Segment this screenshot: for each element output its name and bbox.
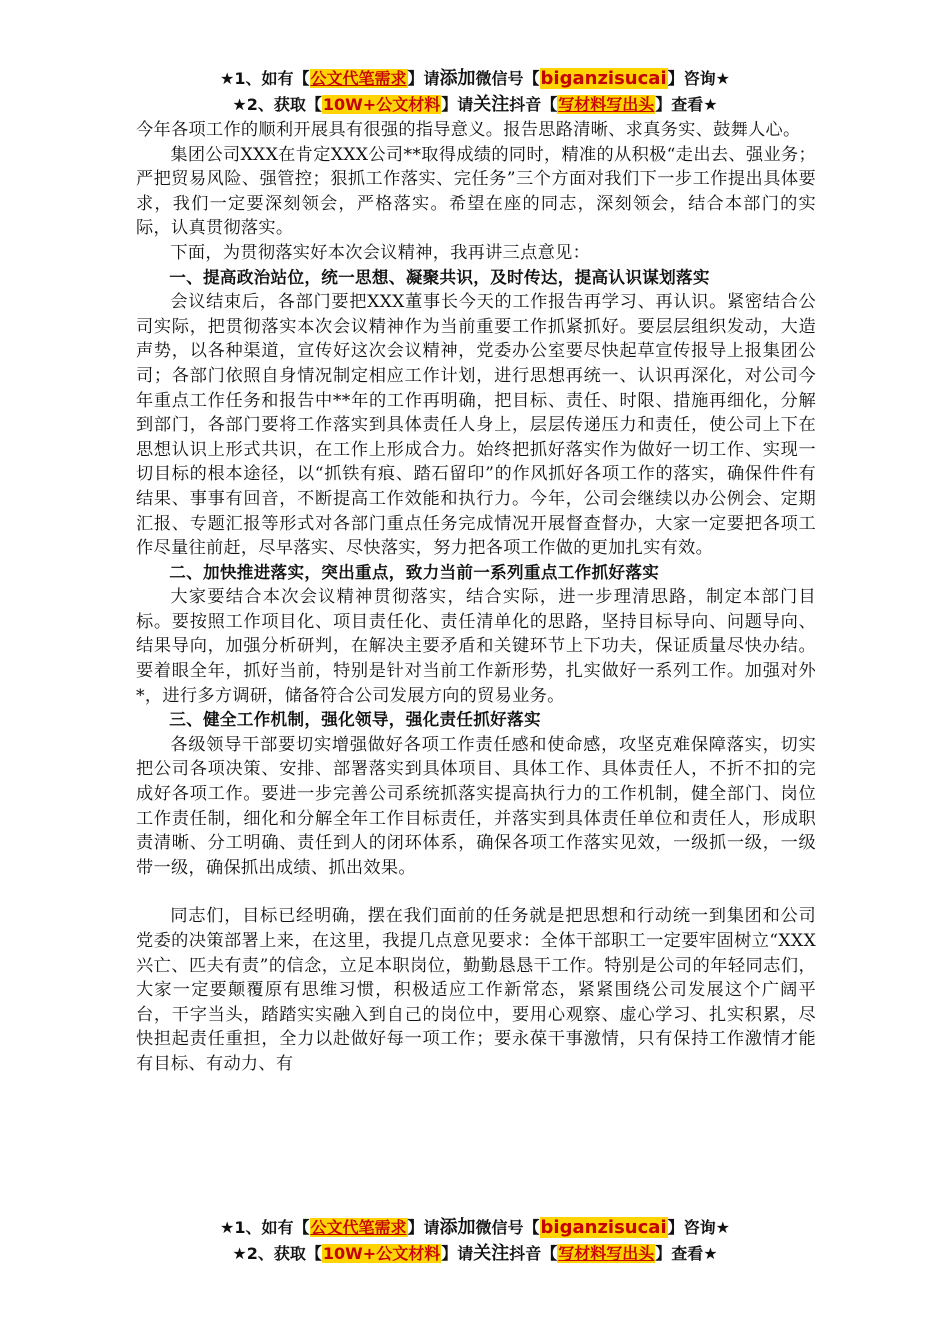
paragraph-7: 同志们，目标已经明确，摆在我们面前的任务就是把思想和行动统一到集团和公司党委的决策部署上来，在这里，我提几点意见要求：全体干部职工一定要牢固树立“XXX兴亡、匹夫有责”的信念，立足本职岗位，勤勤恳恳干工作。特别是公司的年轻同志们，大家一定要颠覆原有思维习惯，积极适应工作新常态，紧紧围绕公司发展这个广阔平台，干字当头，踏踏实实融入到自己的岗位中，要用心观察、虚心学习、扎实积累，尽快担起责任重担，全力以赴做好每一项工作；要永葆干事激情，只有保持工作激情才能有目标、有动力、有 [136,906,816,1074]
banner-line-1: ★1、如有【公文代笔需求】请添加微信号【biganzisucai】咨询★ [220,68,730,89]
footer-banner-line-2: ★2、获取【10W+公文材料】请关注抖音【写材料写出头】查看★ [232,1243,718,1264]
footer-banner [0,1215,950,1267]
paragraph-5: 大家要结合本次会议精神贯彻落实，结合实际，进一步理清思路，制定本部门目标。要按照工作项目化、项目责任化、责任清单化的思路，坚持目标导向、问题导向、结果导向，加强分析研判，在解决主要矛盾和关键环节上下功夫，保证质量尽快办结。要着眼全年，抓好当前，特别是针对当前工作新形势，扎实做好一系列工作。加强对外*，进行多方调研，储备符合公司发展方向的贸易业务。 [136,587,816,706]
paragraph-2: 集团公司XXX在肯定XXX公司**取得成绩的同时，精准的从积极“走出去、强业务；严把贸易风险、强管控；狠抓工作落实、完任务”三个方面对我们下一步工作提出具体要求，我们一定要深刻领会，严格落实。希望在座的同志，深刻领会，结合本部门的实际，认真贯彻落实。 [136,144,816,239]
footer-highlight-materials: 10W+公文材料 [322,1244,441,1263]
section-heading-2: 二、加快推进落实，突出重点，致力当前一系列重点工作抓好落实 [169,562,660,582]
paragraph-4: 会议结束后，各部门要把XXX董事长今天的工作报告再学习、再认识。紧密结合公司实际，把贯彻落实本次会议精神作为当前重要工作抓紧抓好。要层层组织发动，大造声势，以各种渠道，宣传好这次会议精神，党委办公室要尽快起草宣传报导上报集团公司；各部门依照自身情况制定相应工作计划，进行思想再统一、认识再深化，对公司今年重点工作任务和报告中**年的工作再明确，把目标、责任、时限、措施再细化，分解到部门，各部门要将工作落实到具体责任人身上，层层传递压力和责任，使公司上下在思想认识上形式共识，在工作上形成合力。始终把抓好落实作为做好一切工作、实现一切目标的根本途径，以“抓铁有痕、踏石留印”的作风抓好各项工作的落实，确保件件有结果、事事有回音，不断提高工作效能和执行力。今年，公司会继续以办公例会、定期汇报、专题汇报等形式对各部门重点任务完成情况开展督查督办，大家一定要把各项工作尽量往前赶，尽早落实、尽快落实，努力把各项工作做的更加扎实有效。 [136,292,816,559]
footer-banner-line-1: ★1、如有【公文代笔需求】请添加微信号【biganzisucai】咨询★ [220,1217,730,1238]
document-body [136,118,816,1077]
banner-line-2: ★2、获取【10W+公文材料】请关注抖音【写材料写出头】查看★ [232,94,718,115]
paragraph-3: 下面，为贯彻落实好本次会议精神，我再讲三点意见： [170,242,591,263]
section-heading-1: 一、提高政治站位，统一思想、凝聚共识，及时传达，提高认识谋划落实 [169,267,710,287]
highlight-douyin-account: 写材料写出头 [558,95,655,114]
header-banner [0,66,950,118]
footer-highlight-wechat-id: biganzisucai [540,1217,667,1238]
paragraph-spacer [136,880,816,904]
highlight-materials: 10W+公文材料 [322,95,441,114]
paragraph-1: 今年各项工作的顺利开展具有很强的指导意义。报告思路清晰、求真务实、鼓舞人心。 [136,120,801,140]
section-heading-3: 三、健全工作机制，强化领导，强化责任抓好落实 [169,710,541,730]
footer-highlight-writing-service: 公文代笔需求 [310,1218,407,1237]
highlight-wechat-id: biganzisucai [540,68,667,89]
highlight-writing-service: 公文代笔需求 [310,69,407,88]
paragraph-6: 各级领导干部要切实增强做好各项工作责任感和使命感，攻坚克难保障落实，切实把公司各项决策、安排、部署落实到具体项目、具体工作、具体责任人，不折不扣的完成好各项工作。要进一步完善公司系统抓落实提高执行力的工作机制，健全部门、岗位工作责任制，细化和分解全年工作目标责任，并落实到具体责任单位和责任人，形成职责清晰、分工明确、责任到人的闭环体系，确保各项工作落实见效，一级抓一级，一级带一级，确保抓出成绩、抓出效果。 [136,734,816,878]
footer-highlight-douyin-account: 写材料写出头 [558,1244,655,1263]
